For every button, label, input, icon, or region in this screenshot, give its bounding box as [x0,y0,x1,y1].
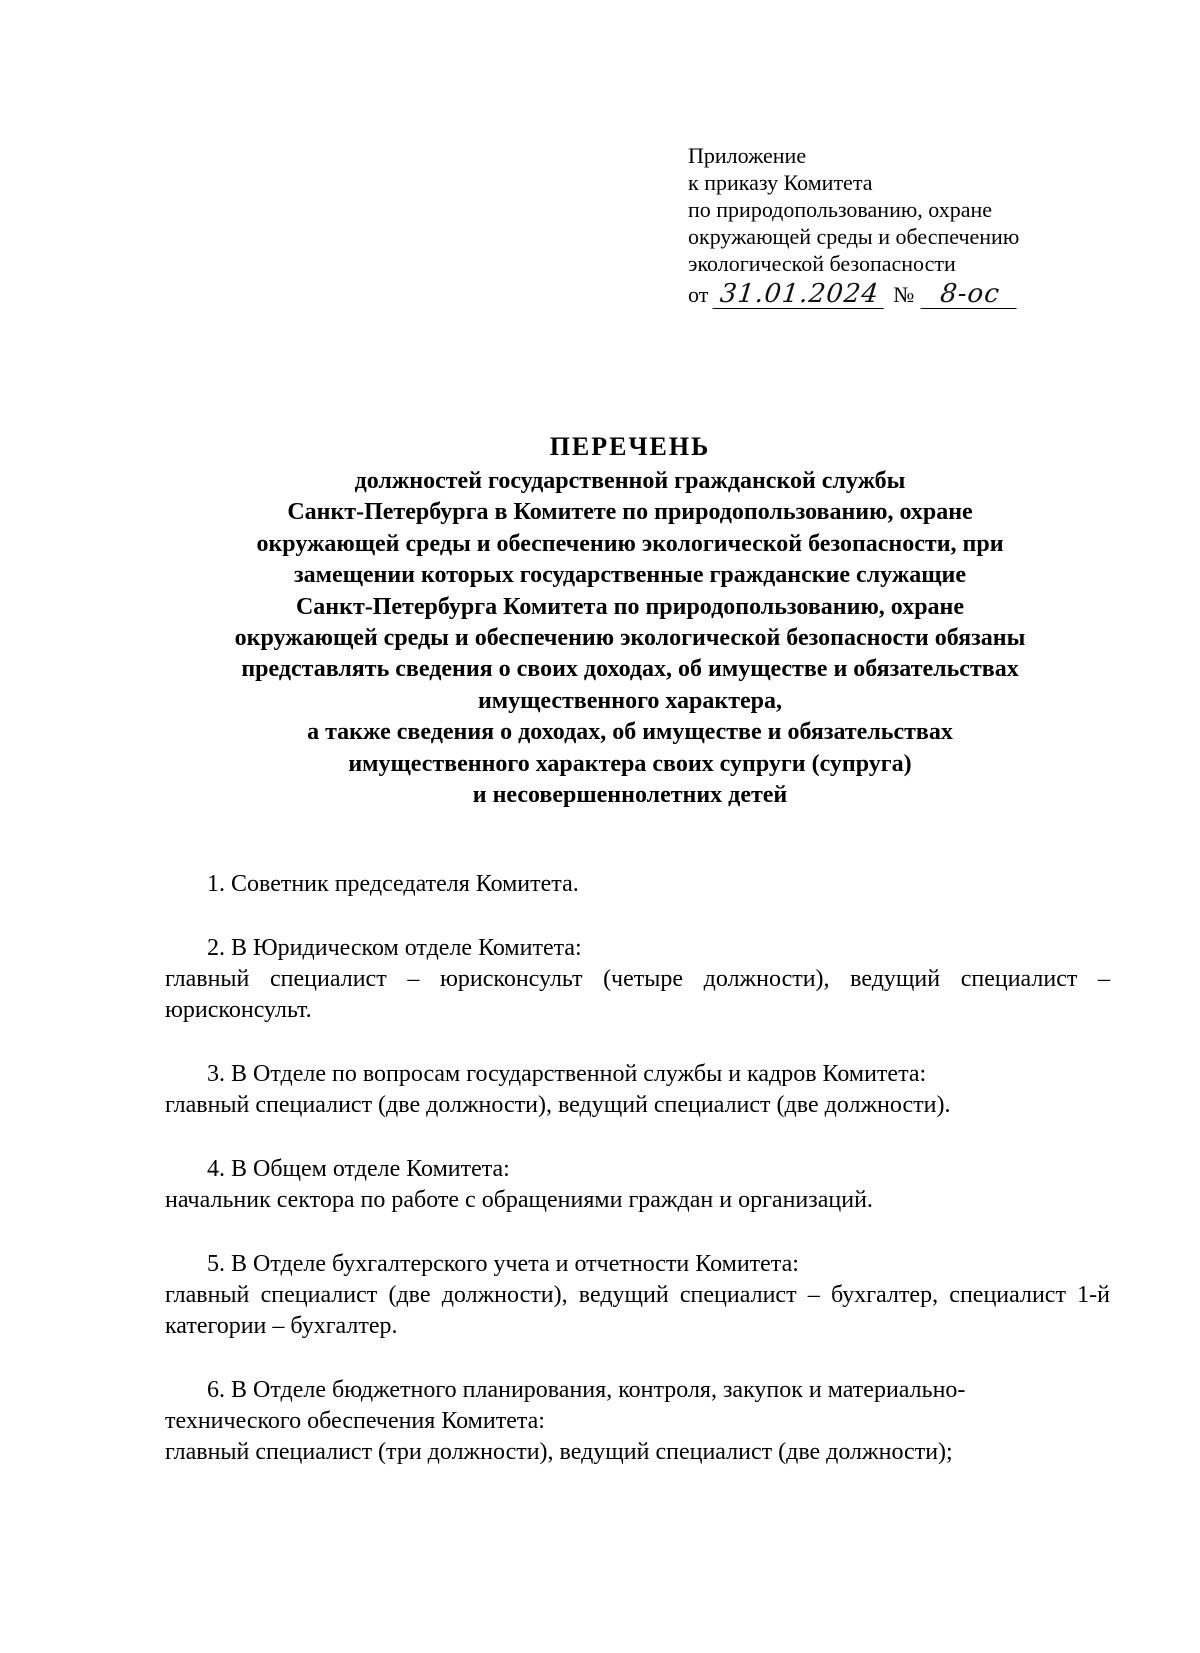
item-heading: 5. В Отделе бухгалтерского учета и отчетности Комитета: [207,1251,799,1277]
list-item [165,1154,1110,1216]
title-subheading [140,466,1120,811]
appendix-header [688,142,1158,309]
list-item [165,1375,1110,1468]
title-line: имущественного характера своих супруги (супруга) [348,750,912,777]
title-heading: ПЕРЕЧЕНЬ [549,432,711,461]
item-body: главный специалист – юрисконсульт (четыре должности), ведущий специалист – юрисконсульт. [165,966,1110,1023]
appendix-line: окружающей среды и обеспечению [688,224,1020,249]
title-line: Санкт-Петербурга в Комитете по природопользованию, охране [287,499,973,526]
title-line: представлять сведения о своих доходах, об имуществе и обязательствах [241,656,1019,683]
number-sign: № [893,282,915,307]
item-body: главный специалист (две должности), ведущий специалист (две должности). [165,1092,951,1118]
item-heading: 2. В Юридическом отделе Комитета: [207,935,582,961]
appendix-line: по природопользованию, охране [688,197,993,222]
list-item [165,1249,1110,1342]
title-line: и несовершеннолетних детей [472,782,788,809]
date-prefix: от [688,282,709,307]
title-line: окружающей среды и обеспечению экологической безопасности обязаны [234,625,1026,652]
appendix-line: экологической безопасности [688,251,956,276]
list-item [165,1059,1110,1121]
positions-list [165,869,1110,1501]
title-line: а также сведения о доходах, об имуществе и обязательствах [307,719,953,746]
item-body: главный специалист (три должности), ведущий специалист (две должности); [165,1439,953,1465]
title-line: Санкт-Петербурга Комитета по природопользованию, охране [295,593,965,620]
item-heading: 1. Советник председателя Комитета. [207,871,579,897]
item-body: начальник сектора по работе с обращениями граждан и организаций. [165,1187,873,1213]
item-heading: 4. В Общем отделе Комитета: [207,1156,510,1182]
handwritten-date: 31.01.2024 [713,281,887,309]
order-date-line [688,281,1158,309]
handwritten-order-number: 8-ос [921,281,1020,309]
appendix-line: к приказу Комитета [688,170,873,195]
item-heading-continued: технического обеспечения Комитета: [165,1408,545,1434]
title-line: должностей государственной гражданской службы [354,468,906,494]
item-body: главный специалист (две должности), ведущий специалист – бухгалтер, специалист 1-й категории – бухгалтер. [165,1282,1110,1339]
list-item [165,869,1110,900]
item-heading: 6. В Отделе бюджетного планирования, контроля, закупок и материально- [207,1377,966,1403]
title-line: окружающей среды и обеспечению экологической безопасности, при [256,530,1004,557]
list-item [165,933,1110,1026]
appendix-line: Приложение [688,143,807,168]
title-line: замещении которых государственные гражданские служащие [293,562,967,589]
title-line: имущественного характера, [477,687,783,714]
item-heading: 3. В Отделе по вопросам государственной службы и кадров Комитета: [207,1061,927,1087]
document-title [140,432,1120,811]
